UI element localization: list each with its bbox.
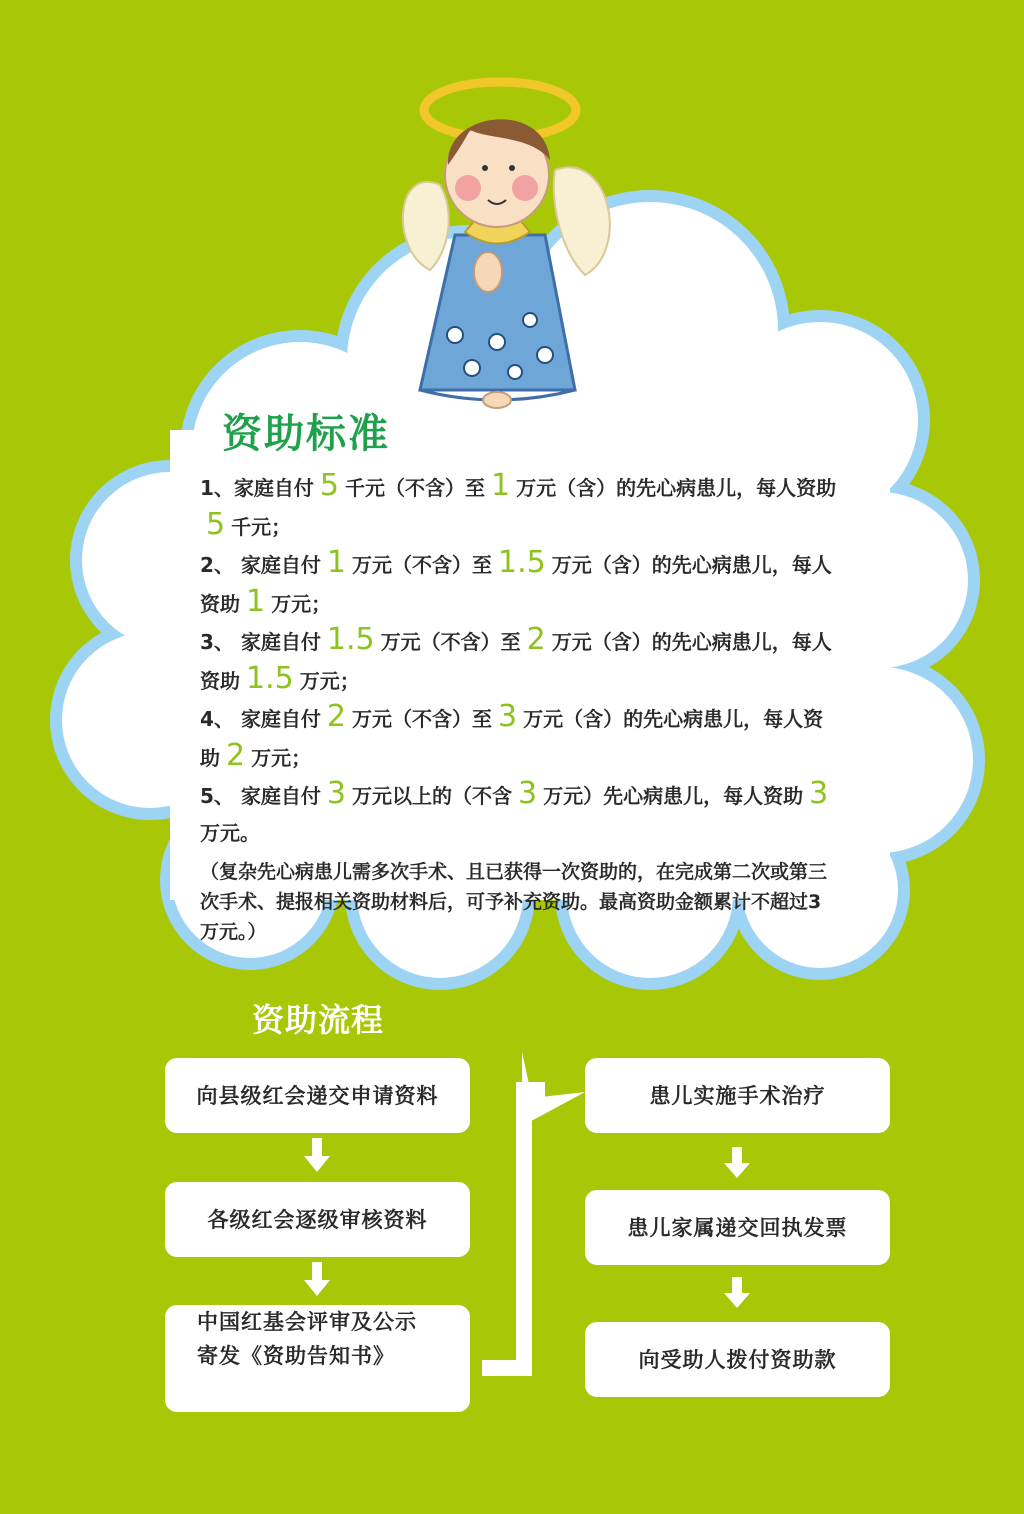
item-number: 1.5	[326, 622, 375, 657]
item-text: 万元；	[299, 668, 360, 693]
item-number: 5	[206, 506, 226, 542]
flow-step-line: 寄发《资助告知书》	[197, 1344, 395, 1368]
standards-title: 资助标准	[222, 411, 390, 457]
item-text: 千元；	[231, 514, 292, 539]
item-text: 万元；	[251, 745, 312, 770]
item-text: 万元；	[271, 591, 332, 616]
flow-step-submit-receipt: 患儿家属递交回执发票	[585, 1190, 890, 1265]
item-text: 万元以上的（不含	[351, 784, 512, 808]
item-text: 3、 家庭自付	[200, 630, 321, 654]
item-text: 万元）先心病患儿，每人资助	[543, 784, 804, 808]
item-number: 3	[326, 776, 346, 811]
flow-step-disburse-funds: 向受助人拨付资助款	[585, 1322, 890, 1397]
standards-list	[200, 468, 840, 947]
item-number: 1.5	[246, 660, 294, 696]
standards-note: （复杂先心病患儿需多次手术、且已获得一次资助的，在完成第二次或第三次手术、提报相关资助材料后，可予补充资助。最高资助金额累计不超过3万元。）	[200, 861, 828, 943]
item-text: 万元。	[200, 820, 260, 845]
flow-step-review-materials: 各级红会逐级审核资料	[165, 1182, 470, 1257]
item-number: 1	[491, 468, 511, 503]
item-text: 万元（含）的先心病患儿，每人资助	[200, 553, 832, 616]
item-number: 3	[497, 699, 518, 734]
standard-item-5	[200, 776, 840, 851]
flow-step-submit-application: 向县级红会递交申请资料	[165, 1058, 470, 1133]
item-text: 万元（含）的先心病患儿，每人资助	[200, 707, 824, 770]
flow-step-line: 中国红基会评审及公示	[197, 1310, 417, 1334]
item-text: 万元（不含）至	[351, 553, 492, 577]
item-number: 2	[526, 622, 546, 657]
item-text: 万元（不含）至	[380, 630, 521, 654]
item-text: 万元（不含）至	[351, 707, 492, 731]
item-number: 1	[246, 583, 266, 619]
item-text: 千元（不含）至	[345, 476, 486, 500]
item-number: 3	[517, 776, 538, 811]
standard-item-2	[200, 545, 840, 622]
flow-title: 资助流程	[252, 1001, 385, 1039]
item-text: 1、家庭自付	[200, 476, 314, 500]
item-number: 5	[319, 468, 340, 503]
flow-step-evaluate-announce	[165, 1305, 470, 1412]
standard-item-3	[200, 622, 840, 699]
item-number: 3	[809, 776, 829, 811]
standard-item-1	[200, 468, 840, 545]
item-text: 5、 家庭自付	[200, 784, 321, 808]
item-number: 1	[326, 545, 346, 580]
item-text: 万元（含）的先心病患儿，每人资助	[200, 630, 832, 693]
item-text: 2、 家庭自付	[200, 553, 321, 577]
standard-item-4	[200, 699, 840, 776]
flow-step-surgery: 患儿实施手术治疗	[585, 1058, 890, 1133]
item-text: 万元（含）的先心病患儿，每人资助	[516, 476, 837, 500]
item-number: 2	[326, 699, 346, 734]
item-number: 2	[226, 737, 246, 773]
item-text: 4、 家庭自付	[200, 707, 321, 731]
item-number: 1.5	[497, 545, 546, 580]
